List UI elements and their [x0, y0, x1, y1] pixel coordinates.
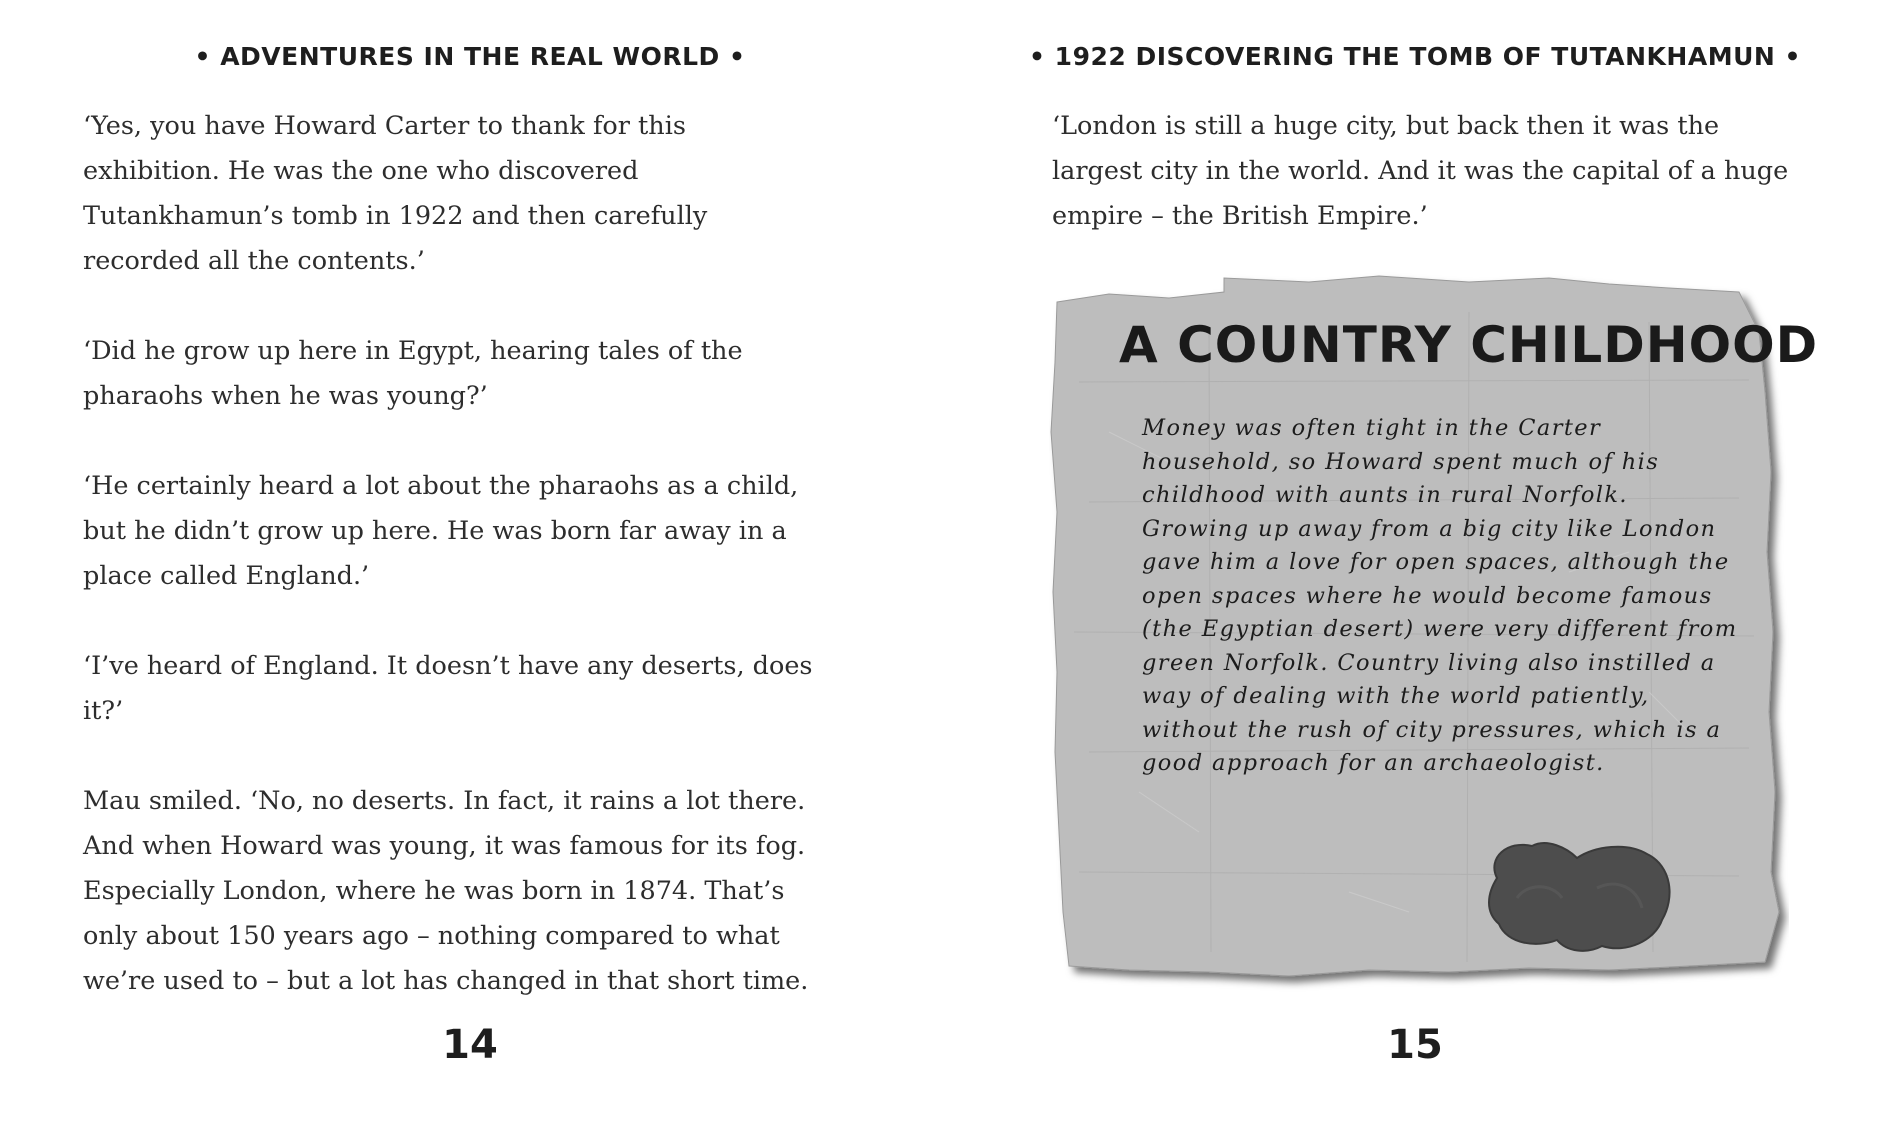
paragraph: ‘I’ve heard of England. It doesn’t have any deserts, does it?’: [83, 651, 813, 726]
paragraph: ‘Did he grow up here in Egypt, hearing tales of the pharaohs when he was young?’: [83, 336, 743, 411]
paragraph: ‘London is still a huge city, but back then it was the largest city in the world. And it was the capital of a huge empire – the British Empire.’: [1052, 111, 1789, 231]
right-body-text: [1052, 104, 1792, 239]
sidebar-title: A COUNTRY CHILDHOOD: [1119, 316, 1819, 374]
paragraph: ‘He certainly heard a lot about the pharaohs as a child, but he didn’t grow up here. He was born far away in a place called England.’: [83, 471, 799, 591]
left-body-text: [83, 104, 823, 1004]
paragraph: ‘Yes, you have Howard Carter to thank for this exhibition. He was the one who discovered Tutankhamun’s tomb in 1922 and then carefully recorded all the contents.’: [83, 111, 708, 276]
running-head-right: • 1922 DISCOVERING THE TOMB OF TUTANKHAMUN •: [1029, 42, 1801, 71]
sidebar-box: [1049, 272, 1819, 992]
ink-stain-icon: [1477, 828, 1677, 958]
page-number-right: 15: [1387, 1022, 1443, 1068]
running-head-left: • ADVENTURES IN THE REAL WORLD •: [194, 42, 746, 71]
sidebar-body: Money was often tight in the Carter household, so Howard spent much of his childhood with aunts in rural Norfolk. Growing up away from a big city like London gave him a love for open spaces, although the open spaces where he would become famous (the Egyptian desert) were very different from green Norfolk. Country living also instilled a way of dealing with the world patiently, without the rush of city pressures, which is a good approach for an archaeologist.: [1142, 415, 1738, 776]
paragraph: Mau smiled. ‘No, no deserts. In fact, it rains a lot there. And when Howard was young, it was famous for its fog. Especially London, where he was born in 1874. That’s only about 150 years ago – nothing compared to what we’re used to – but a lot has changed in that short time.: [83, 786, 809, 996]
right-page: [945, 0, 1890, 1122]
page-number-left: 14: [442, 1022, 498, 1068]
